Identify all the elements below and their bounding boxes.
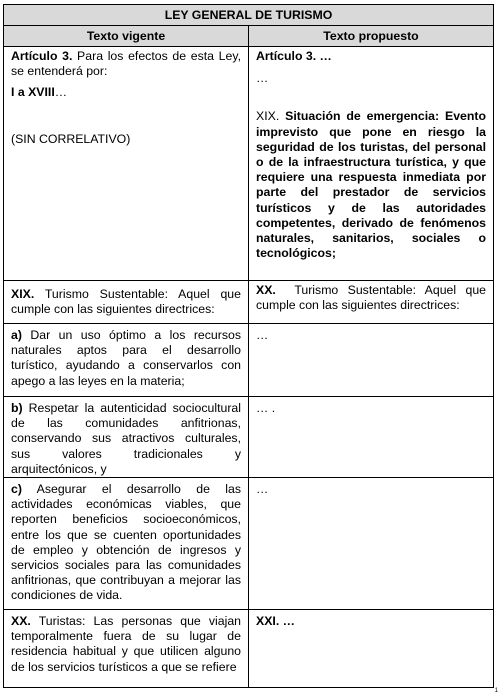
subsection-text: c) Asegurar el desarrollo de las actividades económicas viables, que reporten beneficios socioeconómicos, entre los que se cuenten oportunidades de empleo y obtención de ingresos y servicios sociales para las comunidades anfitrionas, que contribuyan a mejorar las condiciones de vida. — [11, 482, 241, 603]
fraction-range: I a XVIII… — [11, 85, 68, 100]
ellipsis-text: … — [256, 482, 269, 497]
current-text-cell — [4, 324, 249, 397]
table-row — [4, 324, 494, 397]
new-fraction-text: XIX. Situación de emergencia: Evento imprevisto que pone en riesgo la seguridad de los turistas, del personal o de la infraestructura turística, y que requiere una respuesta inmediata por parte del prestador de servicios turísticos y de las autoridades competentes, derivado de fenómenos naturales, sanitarios, sociales o tecnológicos; — [256, 109, 487, 261]
proposed-text-cell — [249, 478, 494, 610]
fraction-text: XXI. … — [256, 614, 295, 629]
subsection-text: a) Dar un uso óptimo a los recursos naturales aptos para el desarrollo turístico, ayudando a conservarlos con apego a las leyes en la materia; — [11, 328, 241, 388]
article-heading: Artículo 3. Para los efectos de esta Ley, se entenderá por: — [11, 49, 241, 79]
proposed-text-cell — [249, 610, 494, 688]
proposed-text-cell — [249, 281, 494, 324]
table-row — [4, 610, 494, 688]
proposed-text-cell — [249, 324, 494, 397]
ellipsis-text: … . — [256, 401, 276, 415]
fraction-text: XX. Turismo Sustentable: Aquel que cumple con las siguientes directrices: — [256, 283, 490, 313]
table-row — [4, 478, 494, 610]
table-title-row — [4, 5, 494, 26]
proposed-text-cell — [249, 47, 494, 281]
table-row — [4, 47, 494, 281]
table-header-row — [4, 26, 494, 47]
subsection-text: b) Respetar la autenticidad sociocultural de las comunidades anfitrionas, conservando sus atractivos culturales, sus valores tradicionales y arquitectónicos, y — [11, 401, 241, 476]
table-row — [4, 281, 494, 324]
ellipsis-text: … — [256, 71, 269, 86]
current-text-cell — [4, 47, 249, 281]
fraction-text: XX. Turistas: Las personas que viajan temporalmente fuera de su lugar de residencia habitual y que utilicen alguno de los servicios turísticos a que se refiere — [11, 614, 241, 674]
ellipsis-text: … — [256, 328, 269, 342]
current-text-cell — [4, 478, 249, 610]
current-text-cell — [4, 281, 249, 324]
column-header-current: Texto vigente — [4, 26, 249, 47]
proposed-text-cell — [249, 397, 494, 478]
fraction-text: XIX. Turismo Sustentable: Aquel que cumple con las siguientes directrices: — [11, 287, 241, 317]
no-correlative-note: (SIN CORRELATIVO) — [11, 131, 131, 146]
page-number: 1 — [494, 688, 498, 694]
article-heading: Artículo 3. … — [256, 49, 332, 63]
current-text-cell — [4, 397, 249, 478]
current-text-cell — [4, 610, 249, 688]
document-page — [3, 4, 494, 688]
table-row — [4, 397, 494, 478]
comparison-table — [3, 4, 494, 688]
column-header-proposed: Texto propuesto — [249, 26, 494, 47]
table-title: LEY GENERAL DE TURISMO — [4, 5, 494, 26]
